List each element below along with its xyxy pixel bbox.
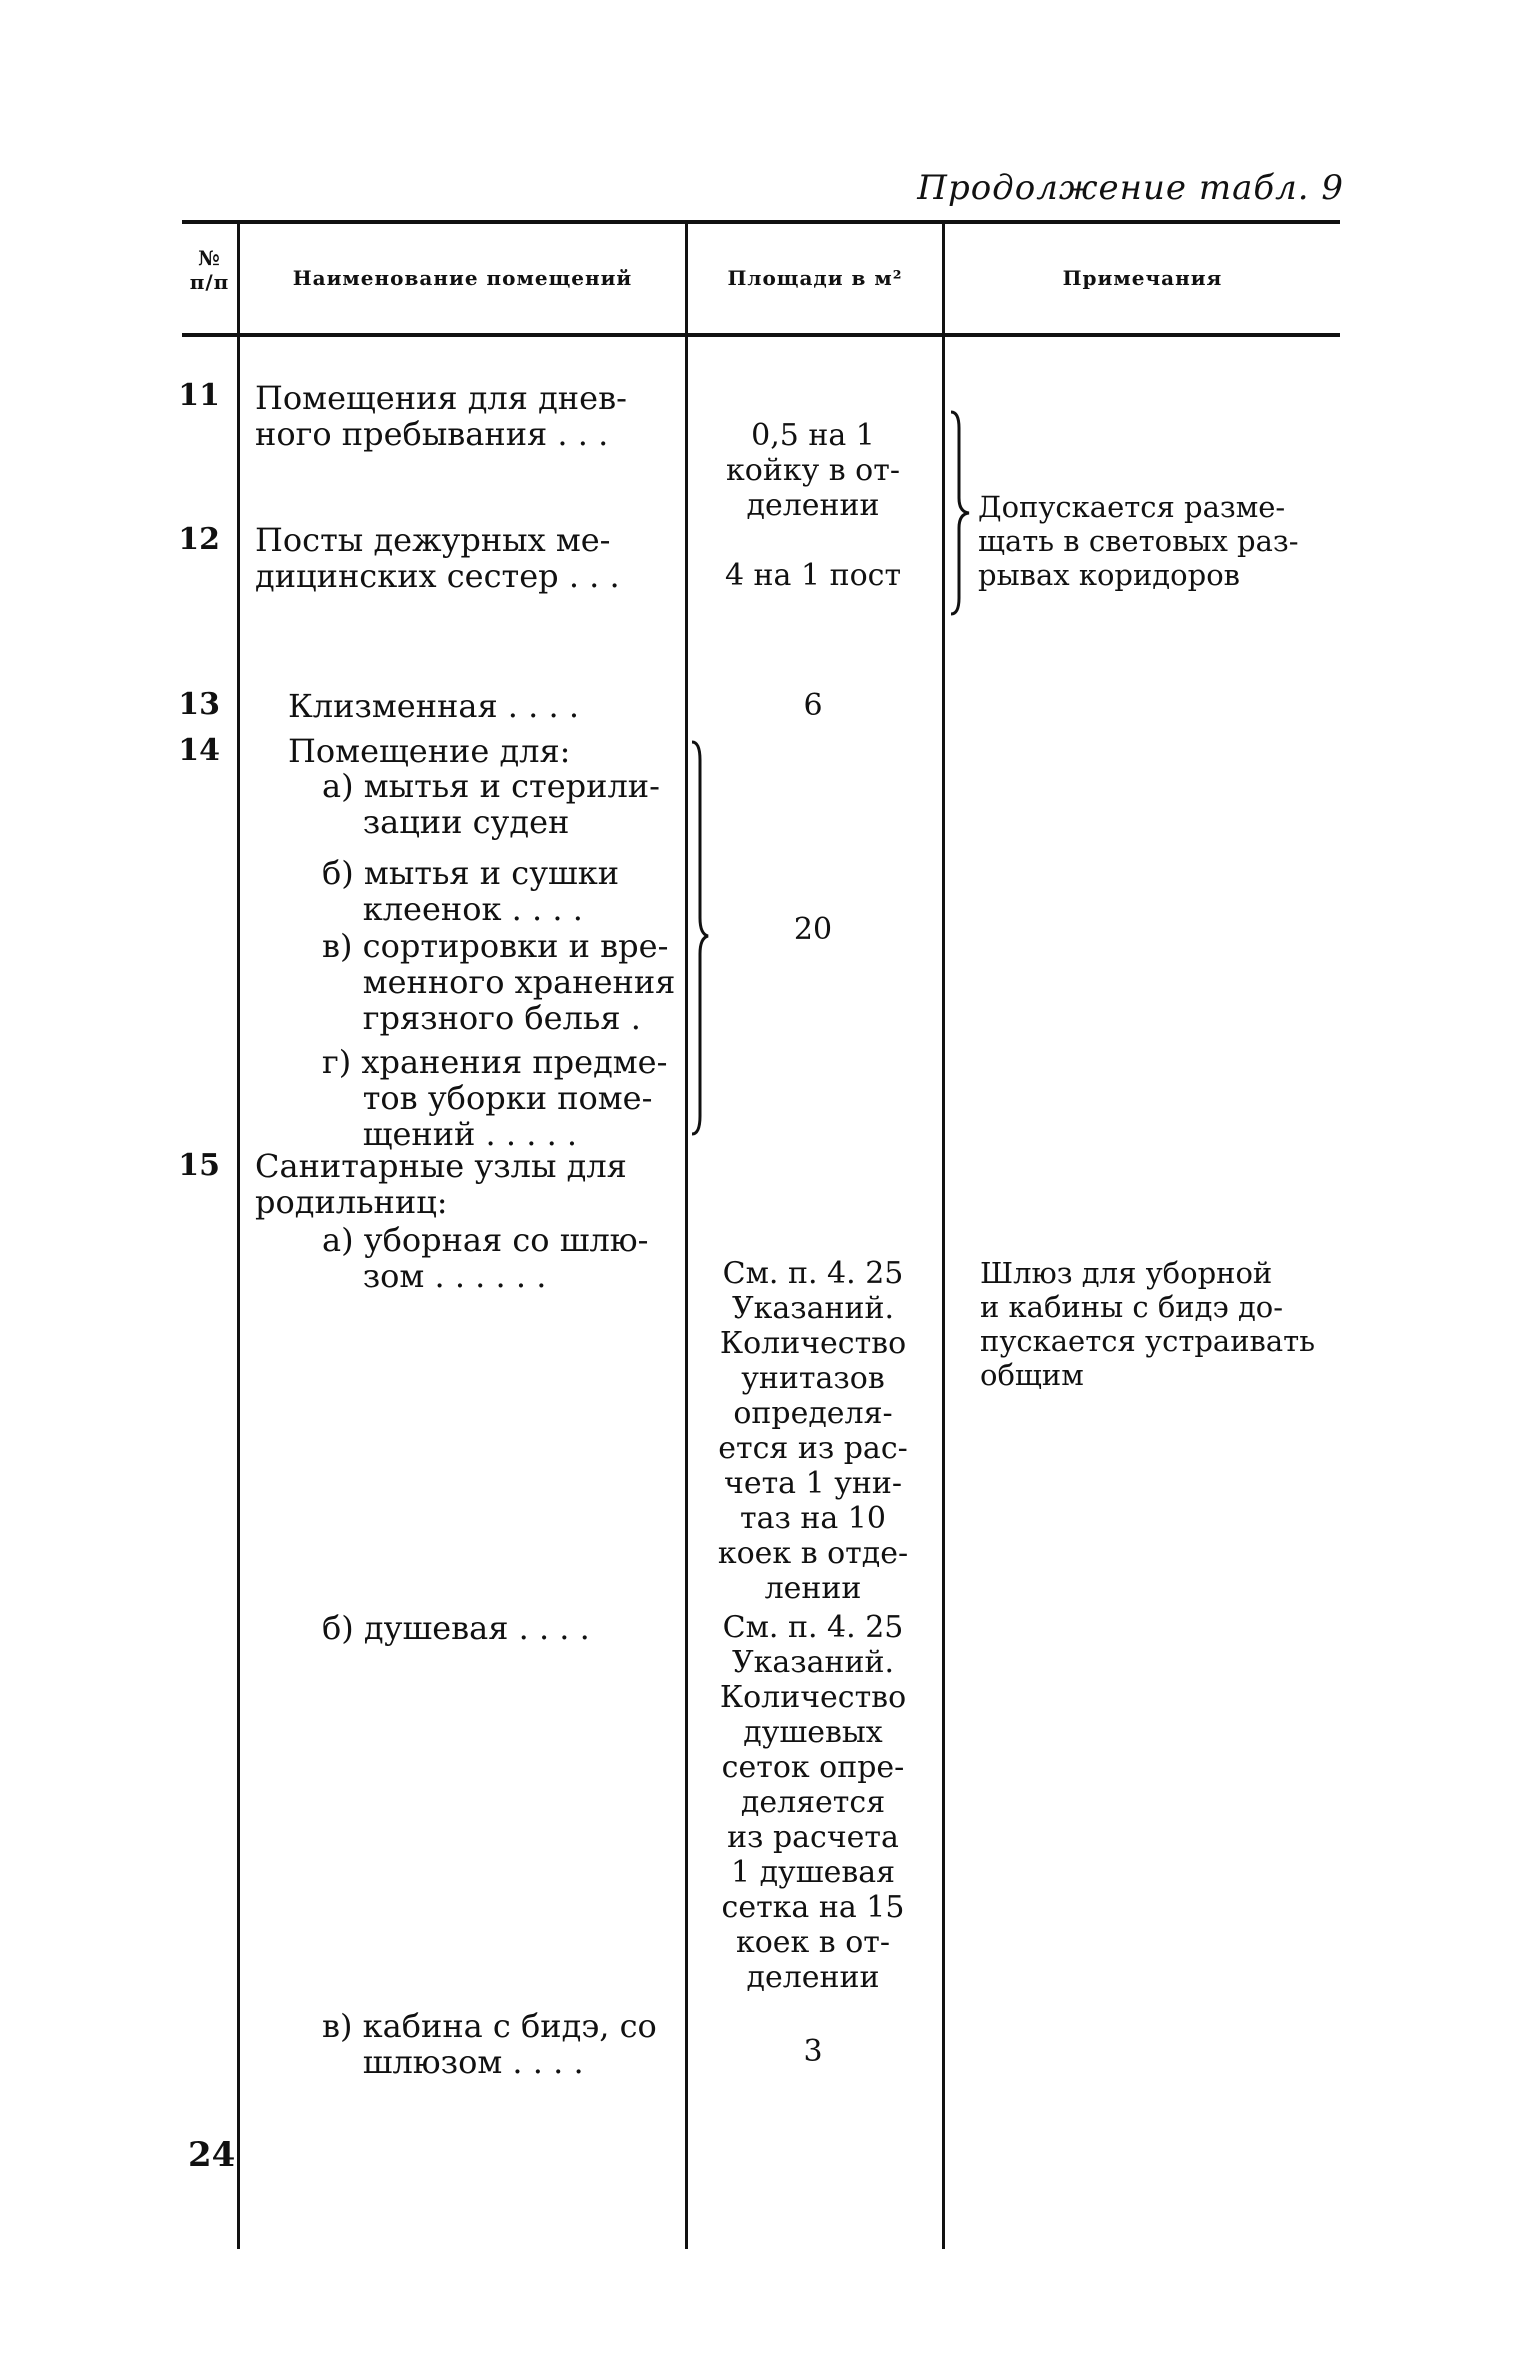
row-11-area: 0,5 на 1 койку в от- делении — [726, 418, 900, 523]
row-14-item-g: г) хранения предме- тов уборки поме- щений . . . . . — [322, 1043, 668, 1153]
row-14-name: Помещение для: — [288, 732, 571, 770]
column-divider-1 — [237, 224, 240, 2249]
row-14-item-v: в) сортировки и вре- менного хранения грязного белья . — [322, 927, 676, 1037]
brace-rows-11-12 — [945, 408, 975, 618]
table-header-rule — [182, 333, 1340, 337]
row-13-number: 13 — [178, 687, 220, 722]
row-11-number: 11 — [178, 378, 220, 413]
row-15-item-b-area: См. п. 4. 25 Указаний. Количество душевых сеток опре- деляется из расчета 1 душевая сетка на 15 коек в от- делении — [719, 1610, 907, 1995]
row-15-item-v-area: 3 — [803, 2034, 823, 2069]
row-15-name: Санитарные узлы для родильниц: — [255, 1147, 627, 1221]
header-notes: Примечания — [1062, 266, 1223, 290]
row-12-number: 12 — [178, 522, 220, 557]
row-14-item-b: б) мытья и сушки клеенок . . . . — [322, 854, 620, 928]
header-area: Площади в м² — [727, 266, 903, 290]
row-11-name: Помещения для днев- ного пребывания . . . — [255, 379, 627, 453]
row-14-area: 20 — [793, 912, 833, 947]
row-11-12-note: Допускается разме- щать в световых раз- рывах коридоров — [978, 490, 1299, 592]
row-15-number: 15 — [178, 1148, 220, 1183]
row-14-item-a: а) мытья и стерили- зации суден — [322, 767, 660, 841]
header-num: № п/п — [189, 246, 230, 294]
page-number: 24 — [188, 2135, 236, 2175]
row-15-item-a: а) уборная со шлю- зом . . . . . . — [322, 1221, 649, 1295]
table-top-rule — [182, 220, 1340, 224]
row-14-number: 14 — [178, 733, 220, 768]
row-15-item-b: б) душевая . . . . — [322, 1609, 590, 1647]
row-15-item-v: в) кабина с бидэ, со шлюзом . . . . — [322, 2007, 657, 2081]
row-15-note: Шлюз для уборной и кабины с бидэ до- пускается устраивать общим — [980, 1256, 1315, 1392]
row-12-area: 4 на 1 пост — [724, 558, 902, 593]
row-12-name: Посты дежурных ме- дицинских сестер . . . — [255, 521, 620, 595]
row-15-item-a-area: См. п. 4. 25 Указаний. Количество унитазов определя- ется из рас- чета 1 уни- таз на 10 коек в отде- лении — [717, 1256, 909, 1606]
row-13-area: 6 — [803, 688, 823, 723]
row-13-name: Клизменная . . . . — [288, 687, 579, 725]
header-name: Наименование помещений — [292, 266, 633, 290]
continuation-label: Продолжение табл. 9 — [917, 168, 1344, 208]
